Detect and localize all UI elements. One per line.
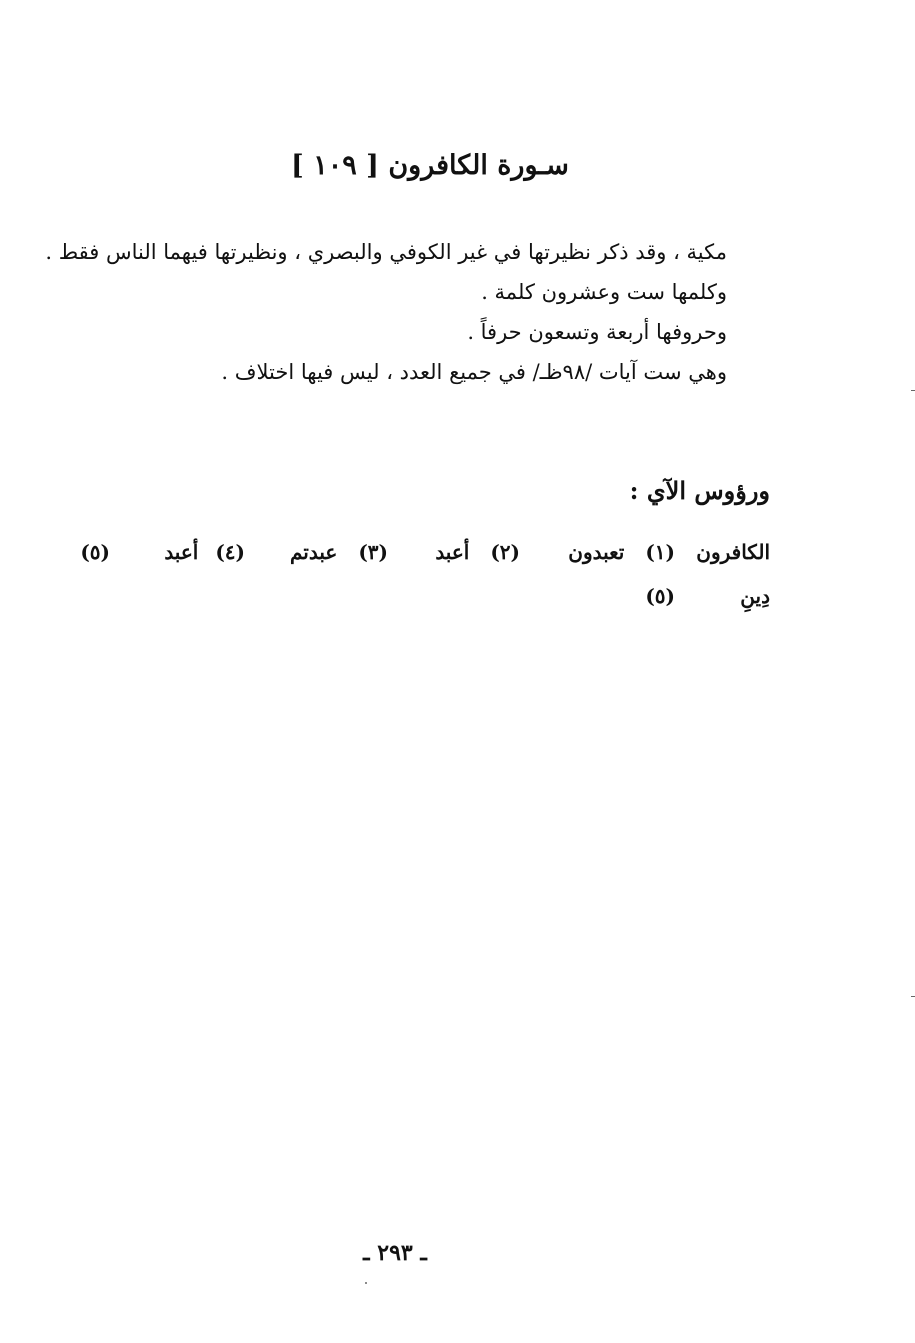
intro-line: وكلمها ست وعشرون كلمة . — [481, 280, 727, 304]
verse-number: (٤) — [215, 540, 245, 564]
verse-endings-row — [70, 540, 770, 580]
verse-ending — [568, 540, 675, 564]
intro-line: وحروفها أربعة وتسعون حرفاً . — [467, 320, 727, 344]
verse-word: دِينِ — [740, 584, 770, 608]
verse-ending — [290, 540, 388, 564]
surah-title: سـورة الكافرون [ ١٠٩ ] — [291, 150, 569, 181]
verse-number: (٥) — [80, 540, 110, 564]
scan-edge-mark — [911, 390, 915, 391]
verse-ending — [435, 540, 520, 564]
verse-word: أعبد — [164, 540, 199, 564]
verse-number: (٢) — [490, 540, 520, 564]
verse-ending — [645, 584, 675, 608]
verse-number: (٣) — [358, 540, 388, 564]
intro-paragraph — [45, 232, 727, 392]
verse-endings-row — [570, 584, 770, 624]
verse-word: عبدتم — [290, 540, 338, 564]
verses-heading: ورؤوس الآي : — [629, 476, 770, 505]
intro-line: مكية ، وقد ذكر نظيرتها في غير الكوفي والبصري ، ونظيرتها فيهما الناس فقط . — [45, 240, 727, 264]
verse-ending — [164, 540, 245, 564]
verse-ending — [740, 584, 770, 608]
verse-word: تعبدون — [568, 540, 625, 564]
verse-ending — [80, 540, 110, 564]
verse-number: (٥) — [645, 584, 675, 608]
verse-ending — [682, 540, 770, 564]
verse-number: (١) — [645, 540, 675, 564]
scan-edge-mark — [911, 996, 915, 997]
intro-line: وهي ست آيات /٩٨ظـ/ في جميع العدد ، ليس فيها اختلاف . — [221, 360, 727, 384]
scan-dot — [365, 1282, 367, 1284]
page-number: ـ ٢٩٣ ـ — [363, 1240, 427, 1266]
verse-word: الكافرون — [696, 540, 770, 564]
verse-word: أعبد — [435, 540, 470, 564]
